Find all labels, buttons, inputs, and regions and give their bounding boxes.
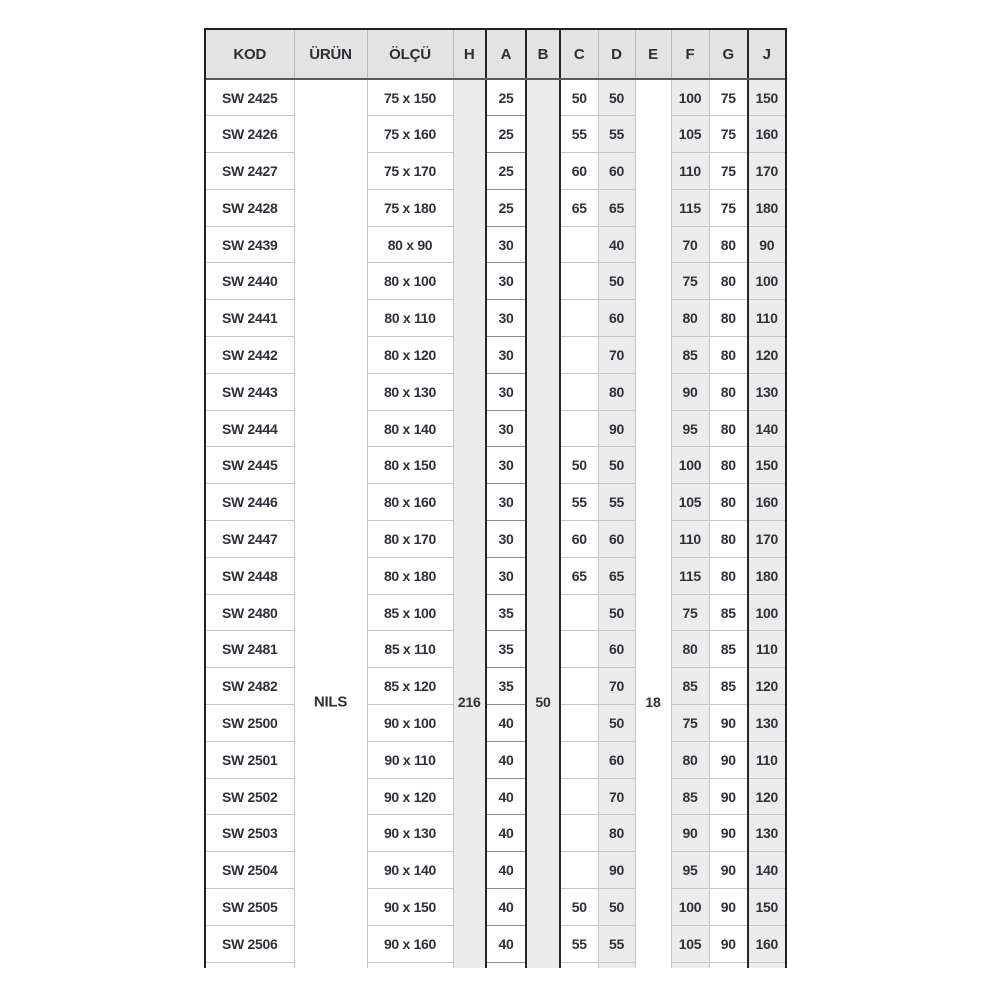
cell-olcu: 90 x 120 (367, 778, 453, 815)
cell-c (560, 263, 598, 300)
cell-olcu: 75 x 160 (367, 116, 453, 153)
cell-j: 130 (748, 815, 785, 852)
cell-c: 50 (560, 79, 598, 116)
cell-a: 30 (486, 337, 526, 374)
cell-g: 85 (709, 594, 748, 631)
cell-d: 50 (598, 263, 635, 300)
cell-olcu: 80 x 180 (367, 557, 453, 594)
cell-d: 80 (598, 373, 635, 410)
cell-c: 50 (560, 889, 598, 926)
cell-j: 100 (748, 263, 785, 300)
cell-olcu: 80 x 160 (367, 484, 453, 521)
cell-g (709, 962, 748, 968)
cell-olcu: 80 x 110 (367, 300, 453, 337)
cell-kod: SW 2481 (206, 631, 294, 668)
cell-a: 25 (486, 153, 526, 190)
cell-kod: SW 2505 (206, 889, 294, 926)
cell-d: 90 (598, 852, 635, 889)
cell-c (560, 373, 598, 410)
column-header-j: J (748, 30, 785, 79)
cell-a: 30 (486, 300, 526, 337)
table-header (206, 30, 785, 79)
cell-kod: SW 2428 (206, 189, 294, 226)
cell-j: 180 (748, 557, 785, 594)
cell-j: 110 (748, 631, 785, 668)
cell-kod: SW 2442 (206, 337, 294, 374)
cell-olcu: 80 x 150 (367, 447, 453, 484)
table-row (206, 226, 785, 263)
cell-f: 85 (671, 337, 709, 374)
cell-f: 90 (671, 815, 709, 852)
cell-urun-merged-label: NILS (313, 693, 348, 711)
cell-d: 55 (598, 925, 635, 962)
table-row (206, 447, 785, 484)
cell-f: 80 (671, 631, 709, 668)
cell-a: 40 (486, 705, 526, 742)
cell-olcu: 75 x 150 (367, 79, 453, 116)
cell-kod: SW 2441 (206, 300, 294, 337)
cell-c (560, 815, 598, 852)
cell-g: 85 (709, 668, 748, 705)
cell-e-merged-label: 18 (645, 694, 661, 710)
cell-f: 80 (671, 741, 709, 778)
cell-j (748, 962, 785, 968)
cell-kod: SW 2425 (206, 79, 294, 116)
cell-kod: SW 2440 (206, 263, 294, 300)
cell-g: 90 (709, 925, 748, 962)
cell-c: 55 (560, 484, 598, 521)
cell-olcu: 90 x 100 (367, 705, 453, 742)
cell-g: 90 (709, 705, 748, 742)
cell-a: 40 (486, 741, 526, 778)
table-row (206, 889, 785, 926)
cell-d: 70 (598, 778, 635, 815)
cell-h-merged-label: 216 (457, 694, 481, 710)
table-row (206, 557, 785, 594)
cell-j: 120 (748, 778, 785, 815)
table-row (206, 79, 785, 116)
table-row (206, 815, 785, 852)
cell-a (486, 962, 526, 968)
cell-j: 170 (748, 521, 785, 558)
cell-kod: SW 2446 (206, 484, 294, 521)
cell-c: 60 (560, 521, 598, 558)
cell-c (560, 668, 598, 705)
cell-f: 105 (671, 484, 709, 521)
cell-c (560, 337, 598, 374)
cell-olcu: 85 x 120 (367, 668, 453, 705)
cell-a: 30 (486, 557, 526, 594)
cell-a: 30 (486, 447, 526, 484)
cell-kod: SW 2482 (206, 668, 294, 705)
cell-kod: SW 2480 (206, 594, 294, 631)
table-row (206, 410, 785, 447)
cell-g: 80 (709, 484, 748, 521)
product-spec-table (204, 28, 787, 968)
cell-kod: SW 2502 (206, 778, 294, 815)
cell-c (560, 631, 598, 668)
cell-f: 85 (671, 778, 709, 815)
cell-f: 80 (671, 300, 709, 337)
cell-d: 55 (598, 484, 635, 521)
cell-kod: SW 2501 (206, 741, 294, 778)
cell-a: 35 (486, 668, 526, 705)
cell-c (560, 594, 598, 631)
column-header-olcu: ÖLÇÜ (367, 30, 453, 79)
cell-olcu: 85 x 100 (367, 594, 453, 631)
table-row (206, 705, 785, 742)
cell-j: 110 (748, 300, 785, 337)
cell-d: 50 (598, 447, 635, 484)
cell-f: 115 (671, 189, 709, 226)
cell-f: 100 (671, 79, 709, 116)
cell-b-merged-label: 50 (535, 694, 551, 710)
cell-d: 65 (598, 557, 635, 594)
cell-j: 140 (748, 410, 785, 447)
cell-c: 55 (560, 116, 598, 153)
cell-d: 60 (598, 153, 635, 190)
column-header-f: F (671, 30, 709, 79)
table-row (206, 484, 785, 521)
cell-h-merged (453, 79, 486, 968)
cell-g: 80 (709, 337, 748, 374)
cell-g: 80 (709, 263, 748, 300)
cell-kod: SW 2504 (206, 852, 294, 889)
cell-kod: SW 2426 (206, 116, 294, 153)
cell-a: 25 (486, 116, 526, 153)
cell-j: 170 (748, 153, 785, 190)
cell-g: 75 (709, 79, 748, 116)
table-row (206, 189, 785, 226)
cell-a: 40 (486, 925, 526, 962)
table-row (206, 153, 785, 190)
cell-f: 105 (671, 116, 709, 153)
column-header-e: E (635, 30, 671, 79)
cell-f: 85 (671, 668, 709, 705)
cell-c: 50 (560, 447, 598, 484)
cell-kod: SW 2427 (206, 153, 294, 190)
cell-olcu: 85 x 110 (367, 631, 453, 668)
cell-g: 90 (709, 741, 748, 778)
cell-c (560, 741, 598, 778)
table-row (206, 962, 785, 968)
cell-g: 85 (709, 631, 748, 668)
cell-f: 110 (671, 521, 709, 558)
cell-kod: SW 2500 (206, 705, 294, 742)
cell-kod: SW 2447 (206, 521, 294, 558)
cell-j: 100 (748, 594, 785, 631)
cell-a: 30 (486, 373, 526, 410)
cell-a: 25 (486, 189, 526, 226)
cell-e-merged (635, 79, 671, 968)
column-header-b: B (526, 30, 560, 79)
column-header-d: D (598, 30, 635, 79)
cell-kod: SW 2448 (206, 557, 294, 594)
cell-j: 120 (748, 337, 785, 374)
cell-g: 75 (709, 116, 748, 153)
cell-j: 150 (748, 889, 785, 926)
cell-kod: SW 2444 (206, 410, 294, 447)
header-row (206, 30, 785, 79)
cell-c (560, 226, 598, 263)
cell-olcu: 75 x 180 (367, 189, 453, 226)
cell-d: 65 (598, 189, 635, 226)
cell-a: 35 (486, 631, 526, 668)
cell-kod: SW 2503 (206, 815, 294, 852)
cell-olcu: 80 x 100 (367, 263, 453, 300)
table-row (206, 925, 785, 962)
cell-d: 90 (598, 410, 635, 447)
column-header-h: H (453, 30, 486, 79)
cell-j: 160 (748, 116, 785, 153)
cell-a: 25 (486, 79, 526, 116)
cell-olcu: 90 x 160 (367, 925, 453, 962)
cell-a: 30 (486, 484, 526, 521)
cell-g: 80 (709, 521, 748, 558)
cell-olcu: 80 x 140 (367, 410, 453, 447)
cell-f: 95 (671, 410, 709, 447)
cell-olcu (367, 962, 453, 968)
cell-f: 90 (671, 373, 709, 410)
cell-g: 75 (709, 189, 748, 226)
cell-a: 30 (486, 410, 526, 447)
cell-olcu: 75 x 170 (367, 153, 453, 190)
table-row (206, 263, 785, 300)
cell-f: 75 (671, 705, 709, 742)
cell-g: 80 (709, 410, 748, 447)
cell-a: 35 (486, 594, 526, 631)
cell-c (560, 410, 598, 447)
table-row (206, 852, 785, 889)
table-row (206, 373, 785, 410)
table-row (206, 631, 785, 668)
cell-d: 60 (598, 521, 635, 558)
cell-d: 60 (598, 631, 635, 668)
cell-j: 160 (748, 484, 785, 521)
column-header-kod: KOD (206, 30, 294, 79)
cell-g: 80 (709, 447, 748, 484)
cell-j: 130 (748, 705, 785, 742)
cell-d: 40 (598, 226, 635, 263)
cell-j: 180 (748, 189, 785, 226)
cell-j: 160 (748, 925, 785, 962)
cell-g: 90 (709, 815, 748, 852)
table-row (206, 594, 785, 631)
spec-table (206, 30, 786, 968)
cell-a: 40 (486, 778, 526, 815)
cell-c (560, 962, 598, 968)
cell-g: 75 (709, 153, 748, 190)
cell-c: 65 (560, 189, 598, 226)
cell-f: 115 (671, 557, 709, 594)
cell-f: 70 (671, 226, 709, 263)
cell-d (598, 962, 635, 968)
cell-d: 70 (598, 668, 635, 705)
cell-olcu: 90 x 140 (367, 852, 453, 889)
cell-g: 80 (709, 373, 748, 410)
cell-c (560, 778, 598, 815)
table-row (206, 116, 785, 153)
cell-kod: SW 2439 (206, 226, 294, 263)
cell-kod: SW 2506 (206, 925, 294, 962)
table-row (206, 300, 785, 337)
cell-d: 50 (598, 594, 635, 631)
cell-d: 50 (598, 705, 635, 742)
cell-kod (206, 962, 294, 968)
cell-kod: SW 2443 (206, 373, 294, 410)
cell-f: 105 (671, 925, 709, 962)
cell-d: 80 (598, 815, 635, 852)
cell-g: 80 (709, 226, 748, 263)
cell-urun-merged (294, 79, 367, 968)
cell-d: 55 (598, 116, 635, 153)
table-row (206, 337, 785, 374)
cell-g: 80 (709, 557, 748, 594)
cell-a: 30 (486, 263, 526, 300)
column-header-a: A (486, 30, 526, 79)
cell-d: 70 (598, 337, 635, 374)
cell-j: 130 (748, 373, 785, 410)
column-header-urun: ÜRÜN (294, 30, 367, 79)
cell-c: 55 (560, 925, 598, 962)
cell-g: 80 (709, 300, 748, 337)
cell-c: 65 (560, 557, 598, 594)
cell-c (560, 705, 598, 742)
cell-c (560, 852, 598, 889)
cell-a: 40 (486, 852, 526, 889)
cell-olcu: 80 x 90 (367, 226, 453, 263)
table-row (206, 741, 785, 778)
cell-j: 140 (748, 852, 785, 889)
cell-f: 75 (671, 594, 709, 631)
cell-f: 100 (671, 447, 709, 484)
cell-j: 90 (748, 226, 785, 263)
cell-f (671, 962, 709, 968)
cell-g: 90 (709, 778, 748, 815)
cell-f: 75 (671, 263, 709, 300)
cell-f: 110 (671, 153, 709, 190)
cell-c: 60 (560, 153, 598, 190)
cell-j: 150 (748, 79, 785, 116)
cell-g: 90 (709, 889, 748, 926)
cell-olcu: 80 x 120 (367, 337, 453, 374)
cell-f: 100 (671, 889, 709, 926)
cell-d: 50 (598, 889, 635, 926)
cell-f: 95 (671, 852, 709, 889)
cell-olcu: 90 x 110 (367, 741, 453, 778)
cell-a: 40 (486, 815, 526, 852)
cell-kod: SW 2445 (206, 447, 294, 484)
cell-g: 90 (709, 852, 748, 889)
cell-d: 60 (598, 741, 635, 778)
cell-olcu: 80 x 170 (367, 521, 453, 558)
column-header-c: C (560, 30, 598, 79)
cell-olcu: 90 x 150 (367, 889, 453, 926)
table-row (206, 778, 785, 815)
table-body (206, 79, 785, 968)
table-row (206, 668, 785, 705)
cell-d: 50 (598, 79, 635, 116)
cell-a: 40 (486, 889, 526, 926)
cell-j: 150 (748, 447, 785, 484)
cell-b-merged (526, 79, 560, 968)
cell-a: 30 (486, 226, 526, 263)
table-row (206, 521, 785, 558)
cell-j: 110 (748, 741, 785, 778)
cell-j: 120 (748, 668, 785, 705)
cell-d: 60 (598, 300, 635, 337)
cell-olcu: 90 x 130 (367, 815, 453, 852)
column-header-g: G (709, 30, 748, 79)
cell-a: 30 (486, 521, 526, 558)
cell-olcu: 80 x 130 (367, 373, 453, 410)
cell-c (560, 300, 598, 337)
